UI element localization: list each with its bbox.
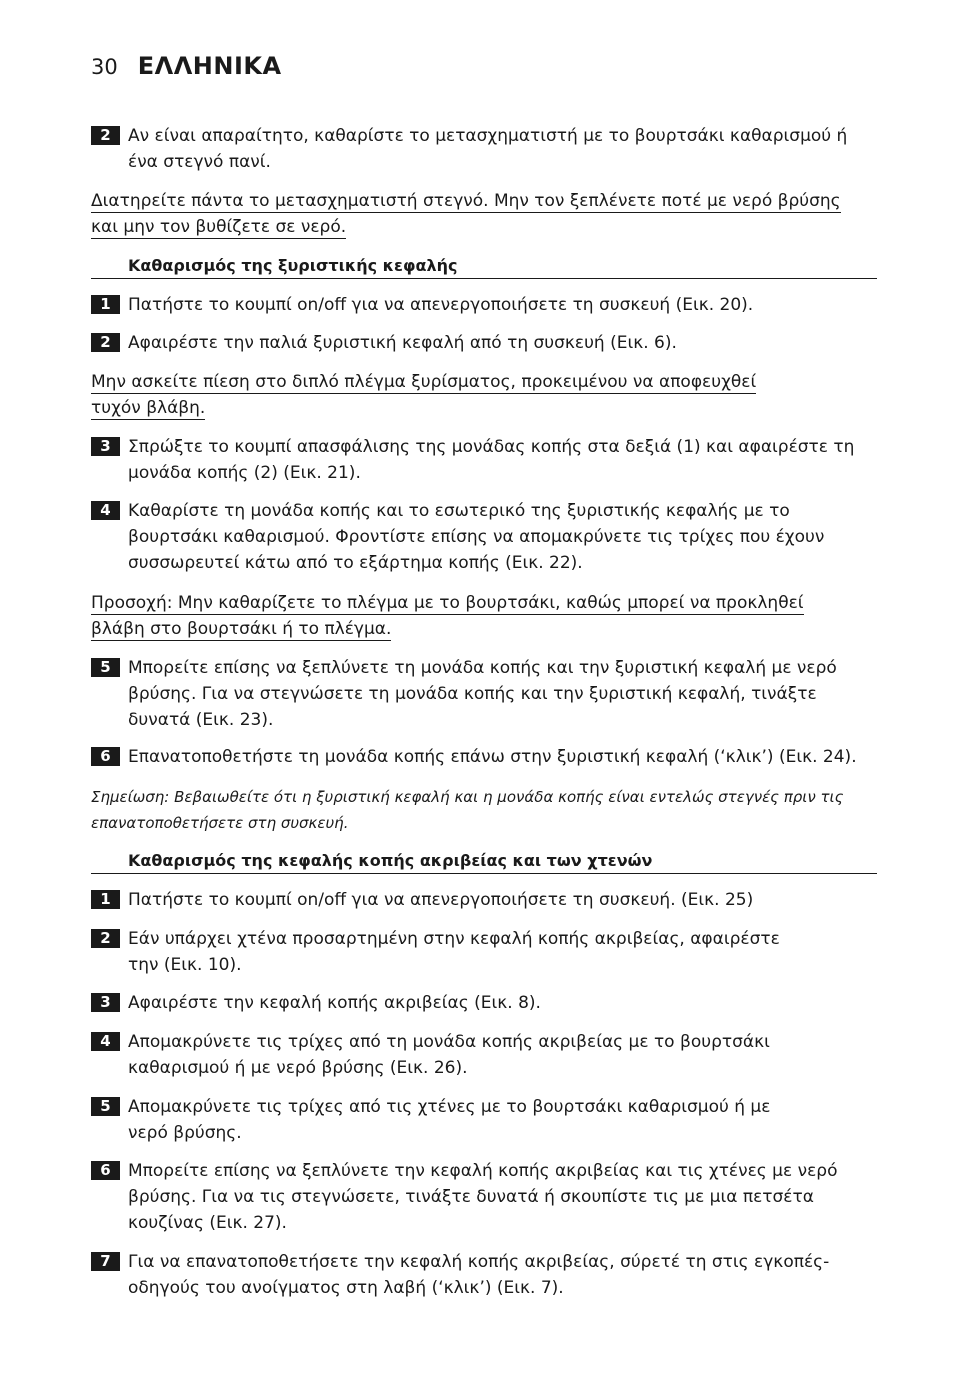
note-text: Σημείωση: Βεβαιωθείτε ότι η ξυριστική κεφαλή και η μονάδα κοπής είναι εντελώς στεγνές πριν τις επανατοποθετήσετε στη συσκευή. (91, 788, 844, 832)
step-text: Αφαιρέστε την παλιά ξυριστική κεφαλή από τη συσκευή (Εικ. 6). (128, 333, 677, 353)
step-number: 2 (91, 929, 120, 948)
step-text: Πατήστε το κουμπί on/off για να απενεργοποιήσετε τη συσκευή (Εικ. 20). (128, 295, 754, 315)
warning-line: Διατηρείτε πάντα το μετασχηματιστή στεγνό. Μην τον ξεπλένετε ποτέ με νερό βρύσης (91, 191, 841, 211)
page-header (91, 52, 282, 80)
step-number: 4 (91, 501, 120, 520)
step-text: Αν είναι απαραίτητο, καθαρίστε το μετασχηματιστή με το βουρτσάκι καθαρισμού ή ένα στεγνό πανί. (128, 126, 848, 172)
step-text: Πατήστε το κουμπί on/off για να απενεργοποιήσετε τη συσκευή. (Εικ. 25) (128, 890, 754, 910)
section-heading: Καθαρισμός της κεφαλής κοπής ακριβείας και των χτενών (91, 849, 877, 874)
step-number: 4 (91, 1032, 120, 1051)
language-title: ΕΛΛΗΝΙΚΑ (137, 52, 282, 80)
step-item (91, 926, 803, 978)
warning-note (91, 188, 857, 240)
warning-note (91, 369, 857, 421)
warning-line: Μην ασκείτε πίεση στο διπλό πλέγμα ξυρίσματος, προκειμένου να αποφευχθεί (91, 372, 757, 392)
step-text: Καθαρίστε τη μονάδα κοπής και το εσωτερικό της ξυριστικής κεφαλής με το βουρτσάκι καθαρισμού. Φροντίστε επίσης να απομακρύνετε τις τρίχες που έχουν συσσωρευτεί κάτω από το εξάρτημα κοπής (Εικ. 22). (128, 501, 825, 573)
step-number: 5 (91, 1097, 120, 1116)
step-text: Απομακρύνετε τις τρίχες από τη μονάδα κοπής ακριβείας με το βουρτσάκι καθαρισμού ή με νερό βρύσης (Εικ. 26). (128, 1032, 770, 1078)
step-text: Εάν υπάρχει χτένα προσαρτημένη στην κεφαλή κοπής ακριβείας, αφαιρέστε την (Εικ. 10). (128, 929, 780, 975)
step-item (91, 1158, 856, 1236)
step-item (91, 990, 881, 1016)
step-number: 6 (91, 747, 120, 766)
page-number: 30 (91, 55, 118, 79)
step-text: Αφαιρέστε την κεφαλή κοπής ακριβείας (Εικ. 8). (128, 993, 541, 1013)
warning-line: και μην τον βυθίζετε σε νερό. (91, 217, 347, 237)
step-text: Για να επανατοποθετήσετε την κεφαλή κοπής ακριβείας, σύρετέ τη στις εγκοπές-οδηγούς του ανοίγματος στη λαβή (‘κλικ’) (Εικ. 7). (128, 1252, 830, 1298)
section-heading: Καθαρισμός της ξυριστικής κεφαλής (91, 254, 877, 279)
step-text: Επανατοποθετήστε τη μονάδα κοπής επάνω στην ξυριστική κεφαλή (‘κλικ’) (Εικ. 24). (128, 747, 857, 767)
step-item (91, 1249, 851, 1301)
step-text: Μπορείτε επίσης να ξεπλύνετε τη μονάδα κοπής και την ξυριστική κεφαλή με νερό βρύσης. Για να στεγνώσετε τη μονάδα κοπής και την ξυριστική κεφαλή, τινάξτε δυνατά (Εικ. 23). (128, 658, 837, 730)
step-item (91, 434, 881, 486)
step-text: Απομακρύνετε τις τρίχες από τις χτένες με το βουρτσάκι καθαρισμού ή με νερό βρύσης. (128, 1097, 771, 1143)
step-number: 2 (91, 126, 120, 145)
step-number: 5 (91, 658, 120, 677)
step-text: Μπορείτε επίσης να ξεπλύνετε την κεφαλή κοπής ακριβείας και τις χτένες με νερό βρύσης. Για να τις στεγνώσετε, τινάξτε δυνατά ή σκουπίστε τις με μια πετσέτα κουζίνας (Εικ. 27). (128, 1161, 838, 1233)
caution-line: βλάβη στο βουρτσάκι ή το πλέγμα. (91, 619, 392, 639)
step-item (91, 887, 881, 913)
step-number: 7 (91, 1252, 120, 1271)
step-item (91, 292, 881, 318)
step-item (91, 1094, 791, 1146)
step-number: 1 (91, 890, 120, 909)
step-item (91, 1029, 791, 1081)
caution-line: Προσοχή: Μην καθαρίζετε το πλέγμα με το βουρτσάκι, καθώς μπορεί να προκληθεί (91, 593, 804, 613)
step-number: 2 (91, 333, 120, 352)
step-item (91, 330, 881, 356)
step-item (91, 744, 881, 770)
step-number: 3 (91, 437, 120, 456)
step-item (91, 655, 861, 733)
caution-note (91, 590, 857, 642)
step-text: Σπρώξτε το κουμπί απασφάλισης της μονάδας κοπής στα δεξιά (1) και αφαιρέστε τη μονάδα κοπής (2) (Εικ. 21). (128, 437, 855, 483)
step-number: 3 (91, 993, 120, 1012)
step-item (91, 498, 841, 576)
step-number: 1 (91, 295, 120, 314)
step-number: 6 (91, 1161, 120, 1180)
step-item (91, 123, 859, 175)
warning-line: τυχόν βλάβη. (91, 398, 206, 418)
